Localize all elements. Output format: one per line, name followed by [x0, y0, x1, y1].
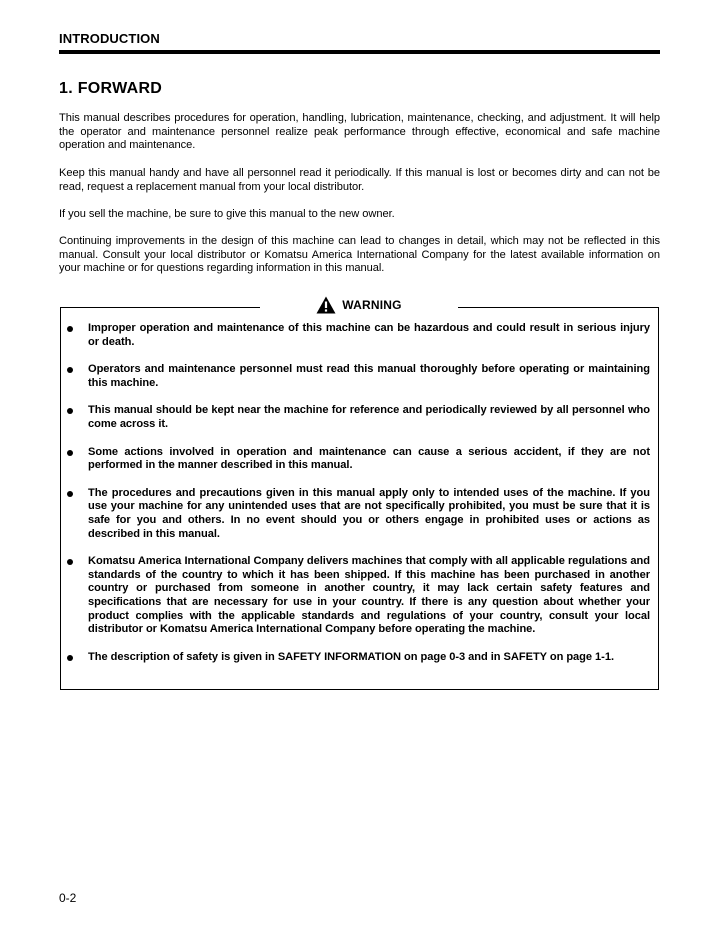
- warning-item-text: Some actions involved in operation and maintenance can cause a serious accident, if they are not performed in the manner described in this manual.: [88, 445, 650, 472]
- bullet-icon: [67, 655, 73, 661]
- warning-item: [60, 487, 657, 541]
- warning-item: [60, 363, 657, 390]
- warning-triangle-icon: [316, 296, 336, 314]
- warning-item: [60, 446, 657, 473]
- section-label: INTRODUCTION: [59, 31, 160, 46]
- warning-header: [260, 294, 458, 316]
- warning-item-text: Komatsu America International Company delivers machines that comply with all applicable regulations and standards of the country to which it has been shipped. If this machine has been purchased in another country or purchased from someone in another country, it may lack certain safety features and specifications that are necessary for use in your country. If there is any question about whether your product complies with the applicable standards and regulations of your country, consult your local distributor or Komatsu America International Company before operating the machine.: [88, 555, 650, 636]
- warning-item-text: Operators and maintenance personnel must read this manual thoroughly before operating or maintaining this machine.: [88, 363, 650, 389]
- warning-item-text: The description of safety is given in SAFETY INFORMATION on page 0-3 and in SAFETY on page 1-1.: [88, 650, 614, 663]
- section-title: 1. FORWARD: [59, 80, 163, 97]
- bullet-icon: [67, 326, 73, 332]
- page-number: 0-2: [59, 891, 77, 905]
- keep-manual-paragraph: Keep this manual handy and have all personnel read it periodically. If this manual is lost or becomes dirty and can not be read, request a replacement manual from your local distributor.: [59, 167, 660, 193]
- improvements-paragraph: Continuing improvements in the design of this machine can lead to changes in detail, which may not be reflected in this manual. Consult your local distributor or Komatsu America International Company for the latest available information on your machine or for questions regarding information in this manual.: [59, 235, 660, 275]
- intro-paragraph: This manual describes procedures for operation, handling, lubrication, maintenance, checking, and adjustment. It will help the operator and maintenance personnel realize peak performance through effective, economical and safe machine operation and maintenance.: [59, 112, 660, 152]
- warning-item-text: Improper operation and maintenance of this machine can be hazardous and could result in serious injury or death.: [88, 322, 650, 348]
- bullet-icon: [67, 367, 73, 373]
- bullet-icon: [67, 408, 73, 414]
- warning-label: WARNING: [342, 298, 402, 312]
- warning-item: [60, 555, 657, 637]
- warning-list: [60, 322, 657, 678]
- sell-machine-paragraph: If you sell the machine, be sure to give this manual to the new owner.: [59, 208, 395, 220]
- page-header: [59, 31, 660, 54]
- bullet-icon: [67, 559, 73, 565]
- warning-item-text: The procedures and precautions given in this manual apply only to intended uses of the machine. If you use your machine for any unintended uses that are not specifically prohibited, you must be sure that it is safe for you and others. In no event should you or others engage in prohibited uses or actions as described in this manual.: [88, 486, 650, 540]
- bullet-icon: [67, 450, 73, 456]
- warning-item: [60, 322, 657, 349]
- warning-item: [60, 404, 657, 431]
- warning-item-text: This manual should be kept near the machine for reference and periodically reviewed by all personnel who come across it.: [88, 404, 650, 430]
- bullet-icon: [67, 491, 73, 497]
- warning-item: [60, 651, 657, 665]
